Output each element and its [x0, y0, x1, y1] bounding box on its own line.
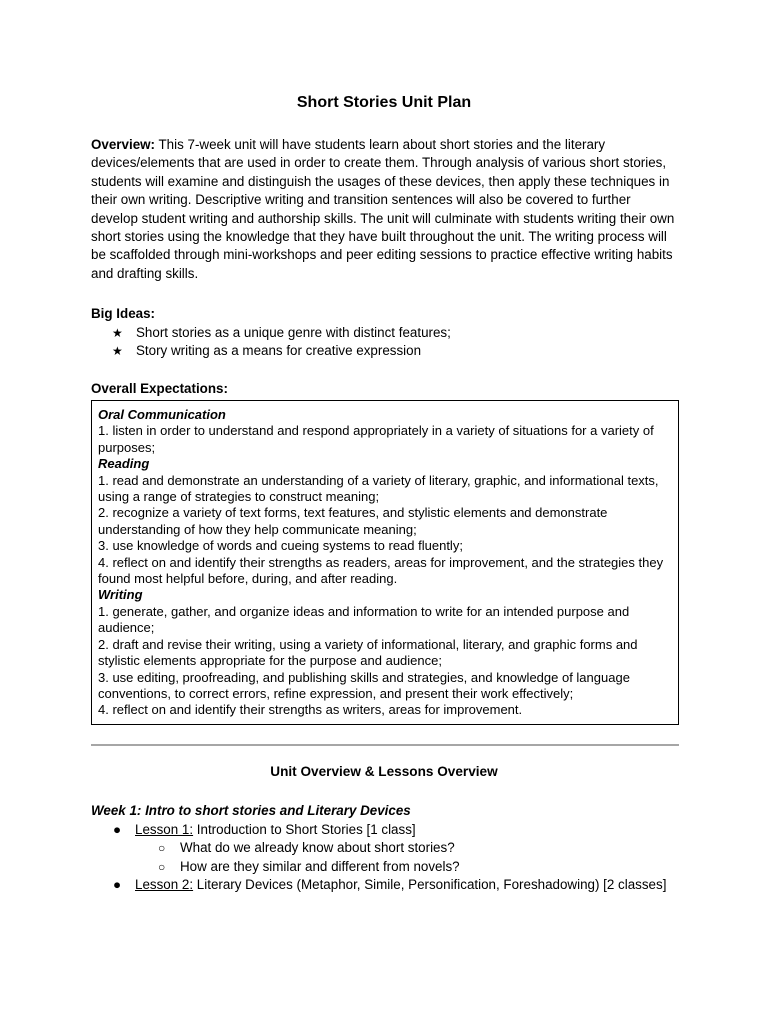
overall-expectations-heading: Overall Expectations:	[91, 381, 228, 396]
big-ideas-list	[91, 324, 671, 361]
expectation-item: 2. draft and revise their writing, using a variety of informational, literary, and graphic forms and stylistic elements appropriate for the purpose and audience;	[98, 636, 638, 669]
bullet-icon: ●	[113, 822, 122, 837]
list-item	[91, 324, 671, 342]
expectation-item: 1. generate, gather, and organize ideas and information to write for an intended purpose and audience;	[98, 603, 630, 636]
list-item	[91, 876, 681, 894]
big-ideas-heading: Big Ideas:	[91, 306, 155, 321]
star-bullet-icon: ★	[112, 344, 123, 359]
sub-item-text: How are they similar and different from novels?	[180, 858, 460, 874]
hollow-bullet-icon: ○	[158, 859, 166, 874]
week-1-heading: Week 1: Intro to short stories and Literary Devices	[91, 803, 411, 818]
lesson-sub-list	[135, 839, 681, 876]
list-item	[91, 821, 681, 876]
big-idea-text: Short stories as a unique genre with distinct features;	[136, 325, 451, 340]
lesson-content	[135, 821, 681, 876]
lesson-text: Introduction to Short Stories [1 class]	[193, 822, 416, 837]
list-item	[91, 342, 671, 360]
lesson-content	[135, 876, 681, 894]
sub-item-text: What do we already know about short stories?	[180, 840, 455, 856]
reading-heading: Reading	[98, 456, 150, 472]
expectation-item: 2. recognize a variety of text forms, text features, and stylistic elements and demonstrate understanding of how they help communicate meaning;	[98, 505, 608, 537]
lesson-label: Lesson 1:	[135, 822, 194, 837]
hollow-bullet-icon: ○	[158, 841, 166, 856]
lessons-list	[91, 821, 681, 895]
expectation-item: 1. read and demonstrate an understanding of a variety of literary, graphic, and informational texts, using a range of strategies to construct meaning;	[98, 472, 659, 505]
horizontal-divider	[91, 744, 679, 746]
expectation-item: 4. reflect on and identify their strengths as readers, areas for improvement, and the strategies they found most helpful before, during, and after reading.	[98, 554, 664, 587]
expectation-item: 1. listen in order to understand and respond appropriately in a variety of situations for a variety of purposes;	[98, 423, 654, 455]
expectation-item: 3. use knowledge of words and cueing systems to read fluently;	[98, 538, 463, 554]
expectations-box	[91, 400, 679, 725]
expectation-item: 3. use editing, proofreading, and publishing skills and strategies, and knowledge of language conventions, to correct errors, refine expression, and present their work effectively;	[98, 669, 630, 701]
unit-overview-title: Unit Overview & Lessons Overview	[270, 764, 498, 779]
expectation-item: 4. reflect on and identify their strengths as writers, areas for improvement.	[98, 702, 523, 718]
page-title: Short Stories Unit Plan	[296, 94, 472, 111]
overview-paragraph	[91, 136, 679, 283]
list-item	[135, 839, 681, 857]
big-idea-text: Story writing as a means for creative expression	[136, 343, 422, 359]
overview-text: This 7-week unit will have students learn about short stories and the literary devices/elements that are used in order to create them. Through analysis of various short stories, students will examine and distinguish the usages of these devices, then apply these techniques in their own writing. Descriptive writing and transition sentences will also be covered to further develop student writing and authorship skills. The unit will culminate with students writing their own short stories using the knowledge that they have built throughout the unit. The writing process will be scaffolded through mini-workshops and peer editing sessions to practice effective writing habits and drafting skills.	[91, 137, 675, 281]
lesson-text: Literary Devices (Metaphor, Simile, Personification, Foreshadowing) [2 classes]	[193, 877, 667, 893]
lesson-label: Lesson 2:	[135, 877, 194, 893]
overview-label: Overview:	[91, 137, 156, 152]
list-item	[135, 858, 681, 876]
writing-heading: Writing	[98, 587, 143, 603]
star-bullet-icon: ★	[112, 326, 123, 340]
oral-communication-heading: Oral Communication	[98, 407, 226, 422]
bullet-icon: ●	[113, 877, 122, 893]
